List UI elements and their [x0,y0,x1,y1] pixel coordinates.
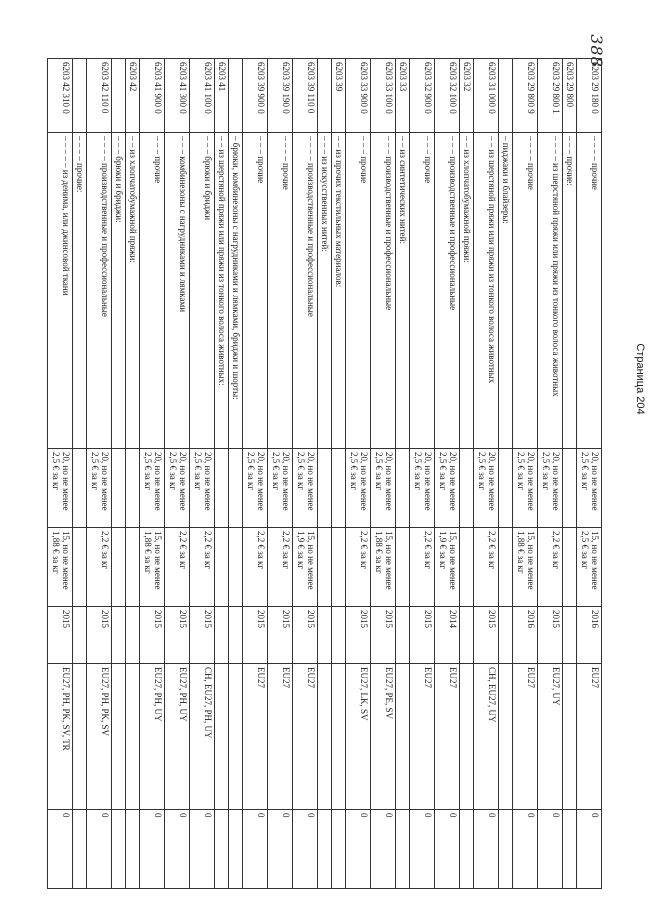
table-row [562,59,576,889]
tariff-code-cell: 6203 39 110 0 [293,59,318,133]
final-rate-cell: 15, но не менее 1,88 € за кг [371,528,396,607]
table-row [112,59,126,889]
description-cell: – – – брюки и бриджи [190,133,215,449]
table-row [48,59,73,889]
table-row [460,59,474,889]
final-value-cell: 0 [513,810,538,889]
final-rate-cell [562,528,576,607]
final-rate-cell [73,528,87,607]
final-value-cell: 0 [190,810,215,889]
table-row [87,59,112,889]
tariff-code-cell: 6203 33 100 0 [371,59,396,133]
base-rate-cell: 20, но не менее 2,5 € за кг [410,449,435,528]
year-cell [112,607,126,664]
countries-cell: EU27 [513,664,538,810]
final-rate-cell [229,528,243,607]
tariff-code-cell: 6203 41 300 0 [165,59,190,133]
base-rate-cell [396,449,410,528]
final-rate-cell: 2,2 € за кг [268,528,293,607]
final-rate-cell [215,528,229,607]
table-row [538,59,563,889]
final-rate-cell: 2,2 € за кг [87,528,112,607]
table-row [229,59,243,889]
countries-cell [332,664,346,810]
final-value-cell: 0 [87,810,112,889]
tariff-code-cell: 6203 32 100 0 [435,59,460,133]
table-row [140,59,165,889]
description-cell: – пиджаки и блайзеры: [499,133,513,449]
final-value-cell: 0 [243,810,268,889]
final-rate-cell: 2,2 € за кг [346,528,371,607]
tariff-code-cell [73,59,87,133]
countries-cell: EU27 [293,664,318,810]
countries-cell: EU27, PH, UY [140,664,165,810]
rotated-table-frame [47,58,602,888]
final-value-cell [460,810,474,889]
year-cell: 2015 [538,607,563,664]
final-rate-cell: 2,2 € за кг [243,528,268,607]
description-cell: – – – из искусственных нитей: [318,133,332,449]
base-rate-cell [126,449,140,528]
countries-cell [229,664,243,810]
final-value-cell: 0 [538,810,563,889]
tariff-code-cell: 6203 33 900 0 [346,59,371,133]
countries-cell: EU27, UY [538,664,563,810]
base-rate-cell: 20, но не менее 2,5 € за кг [48,449,73,528]
base-rate-cell: 20, но не менее 2,5 € за кг [190,449,215,528]
countries-cell [499,664,513,810]
final-rate-cell: 15, но не менее 1,88 € за кг [140,528,165,607]
year-cell: 2015 [165,607,190,664]
countries-cell: EU27, PH, UY [165,664,190,810]
tariff-table-body [48,59,602,889]
year-cell: 2015 [87,607,112,664]
base-rate-cell: 20, но не менее 2,5 € за кг [87,449,112,528]
base-rate-cell [112,449,126,528]
base-rate-cell: 20, но не менее 2,5 € за кг [293,449,318,528]
final-value-cell: 0 [165,810,190,889]
year-cell [126,607,140,664]
table-row [474,59,499,889]
tariff-code-cell: 6203 33 [396,59,410,133]
final-value-cell [215,810,229,889]
tariff-code-cell: 6203 31 000 0 [474,59,499,133]
base-rate-cell: 20, но не менее 2,5 € за кг [474,449,499,528]
final-rate-cell: 2,2 € за кг [538,528,563,607]
description-cell: – – из шерстяной пряжи или пряжи из тонкого волоса животных: [215,133,229,449]
base-rate-cell: 20, но не менее 2,5 € за кг [513,449,538,528]
year-cell [229,607,243,664]
description-cell: – – – – производственные и профессиональные [293,133,318,449]
table-row [215,59,229,889]
final-value-cell: 0 [140,810,165,889]
description-cell: – – – – производственные и профессиональные [87,133,112,449]
tariff-code-cell: 6203 42 [126,59,140,133]
table-row [371,59,396,889]
base-rate-cell: 20, но не менее 2,5 € за кг [371,449,396,528]
countries-cell [215,664,229,810]
final-rate-cell: 15, но не менее 1,9 € за кг [435,528,460,607]
description-cell: – – – – – из денима, или джинсовой ткани [48,133,73,449]
description-cell: – – – – прочие [577,133,602,449]
table-row [190,59,215,889]
tariff-code-cell: 6203 29 800 9 [513,59,538,133]
description-cell: – – – – прочие [513,133,538,449]
year-cell [215,607,229,664]
description-cell: – – – прочие: [562,133,576,449]
handwritten-page-number: 388 [587,34,606,68]
tariff-code-cell: 6203 42 310 0 [48,59,73,133]
countries-cell [112,664,126,810]
table-row [410,59,435,889]
table-row [499,59,513,889]
year-cell: 2016 [577,607,602,664]
table-row [73,59,87,889]
final-value-cell [73,810,87,889]
description-cell: – брюки, комбинезоны с нагрудниками и лямками, бриджи и шорты: [229,133,243,449]
final-rate-cell: 2,2 € за кг [190,528,215,607]
final-value-cell: 0 [293,810,318,889]
tariff-code-cell [318,59,332,133]
tariff-code-cell: 6203 39 900 0 [243,59,268,133]
table-row [435,59,460,889]
description-cell: – – из прочих текстильных материалов: [332,133,346,449]
countries-cell [460,664,474,810]
final-rate-cell: 15, но не менее 1,88 € за кг [513,528,538,607]
year-cell: 2014 [435,607,460,664]
year-cell: 2015 [48,607,73,664]
year-cell [562,607,576,664]
base-rate-cell: 20, но не менее 2,5 € за кг [577,449,602,528]
description-cell: – – из хлопчатобумажной пряжи: [126,133,140,449]
description-cell: – – из шерстяной пряжи или пряжи из тонкого волоса животных [474,133,499,449]
description-cell: – – из хлопчатобумажной пряжи: [460,133,474,449]
countries-cell [73,664,87,810]
tariff-code-cell: 6203 29 800 1 [538,59,563,133]
tariff-code-cell: 6203 32 900 0 [410,59,435,133]
base-rate-cell: 20, но не менее 2,5 € за кг [140,449,165,528]
countries-cell: EU27 [268,664,293,810]
countries-cell: CH, EU27, PH, UY [190,664,215,810]
base-rate-cell: 20, но не менее 2,5 € за кг [165,449,190,528]
final-value-cell [229,810,243,889]
base-rate-cell [215,449,229,528]
page-footer: Страница 204 [634,343,646,415]
final-rate-cell: 15, но не менее 2,5 € за кг [577,528,602,607]
description-cell: – – – – прочие [268,133,293,449]
table-row [396,59,410,889]
tariff-code-cell: 6203 39 190 0 [268,59,293,133]
base-rate-cell: 20, но не менее 2,5 € за кг [435,449,460,528]
countries-cell [396,664,410,810]
base-rate-cell [318,449,332,528]
table-row [513,59,538,889]
final-value-cell: 0 [268,810,293,889]
final-rate-cell [460,528,474,607]
final-rate-cell [396,528,410,607]
countries-cell: EU27, PE, SV [371,664,396,810]
final-value-cell [332,810,346,889]
countries-cell [318,664,332,810]
tariff-code-cell [499,59,513,133]
countries-cell [126,664,140,810]
final-value-cell [318,810,332,889]
tariff-code-cell: 6203 41 100 0 [190,59,215,133]
description-cell: – – – – из шерстяной пряжи или пряжи из тонкого волоса животных [538,133,563,449]
tariff-code-cell: 6203 41 [215,59,229,133]
tariff-code-cell [112,59,126,133]
base-rate-cell [499,449,513,528]
countries-cell: EU27, PH, PK, SV [87,664,112,810]
final-value-cell: 0 [346,810,371,889]
description-cell: – – – прочие [140,133,165,449]
base-rate-cell: 20, но не менее 2,5 € за кг [538,449,563,528]
final-rate-cell [318,528,332,607]
base-rate-cell [229,449,243,528]
rotated-table-inner [47,58,602,888]
table-row [346,59,371,889]
year-cell: 2015 [140,607,165,664]
base-rate-cell [73,449,87,528]
tariff-code-cell: 6203 41 900 0 [140,59,165,133]
year-cell [460,607,474,664]
table-row [126,59,140,889]
base-rate-cell: 20, но не менее 2,5 € за кг [268,449,293,528]
year-cell: 2015 [346,607,371,664]
final-rate-cell: 15, но не менее 1,88 € за кг [48,528,73,607]
table-row [268,59,293,889]
year-cell: 2015 [243,607,268,664]
final-rate-cell [112,528,126,607]
final-rate-cell: 2,2 € за кг [410,528,435,607]
description-cell: – – – прочие [346,133,371,449]
tariff-code-cell: 6203 39 [332,59,346,133]
table-row [165,59,190,889]
description-cell: – – из синтетических нитей: [396,133,410,449]
final-value-cell [396,810,410,889]
base-rate-cell [562,449,576,528]
description-cell: – – – брюки и бриджи: [112,133,126,449]
countries-cell: EU27 [435,664,460,810]
year-cell [499,607,513,664]
final-value-cell: 0 [48,810,73,889]
final-rate-cell: 2,2 € за кг [474,528,499,607]
final-rate-cell [499,528,513,607]
final-rate-cell: 2,2 € за кг [165,528,190,607]
table-row [318,59,332,889]
description-cell: – – – – прочие: [73,133,87,449]
final-value-cell: 0 [410,810,435,889]
tariff-code-cell [229,59,243,133]
year-cell: 2015 [474,607,499,664]
year-cell [332,607,346,664]
base-rate-cell [332,449,346,528]
year-cell: 2015 [190,607,215,664]
table-row [243,59,268,889]
countries-cell [562,664,576,810]
description-cell: – – – производственные и профессиональные [435,133,460,449]
final-value-cell: 0 [435,810,460,889]
year-cell [396,607,410,664]
base-rate-cell: 20, но не менее 2,5 € за кг [346,449,371,528]
table-row [332,59,346,889]
countries-cell: EU27, PH, PK, SV, TR [48,664,73,810]
countries-cell: EU27 [577,664,602,810]
final-value-cell: 0 [577,810,602,889]
final-rate-cell [332,528,346,607]
tariff-table [47,58,602,889]
year-cell: 2015 [268,607,293,664]
final-value-cell: 0 [371,810,396,889]
description-cell: – – – прочие [410,133,435,449]
year-cell [73,607,87,664]
description-cell: – – – прочие [243,133,268,449]
table-row [293,59,318,889]
tariff-code-cell: 6203 29 180 0 [577,59,602,133]
countries-cell: EU27 [410,664,435,810]
final-rate-cell: 15, но не менее 1,9 € за кг [293,528,318,607]
base-rate-cell [460,449,474,528]
final-value-cell [562,810,576,889]
countries-cell: EU27, LK, SV [346,664,371,810]
final-value-cell: 0 [474,810,499,889]
tariff-code-cell: 6203 29 800 [562,59,576,133]
final-value-cell [499,810,513,889]
year-cell: 2015 [293,607,318,664]
final-value-cell [126,810,140,889]
base-rate-cell: 20, но не менее 2,5 € за кг [243,449,268,528]
table-row [577,59,602,889]
final-value-cell [112,810,126,889]
tariff-code-cell: 6203 32 [460,59,474,133]
countries-cell: CH, EU27, UY [474,664,499,810]
tariff-code-cell: 6203 42 110 0 [87,59,112,133]
description-cell: – – – комбинезоны с нагрудниками и лямками [165,133,190,449]
description-cell: – – – производственные и профессиональные [371,133,396,449]
year-cell [318,607,332,664]
final-rate-cell [126,528,140,607]
year-cell: 2015 [371,607,396,664]
year-cell: 2015 [410,607,435,664]
countries-cell: EU27 [243,664,268,810]
year-cell: 2016 [513,607,538,664]
